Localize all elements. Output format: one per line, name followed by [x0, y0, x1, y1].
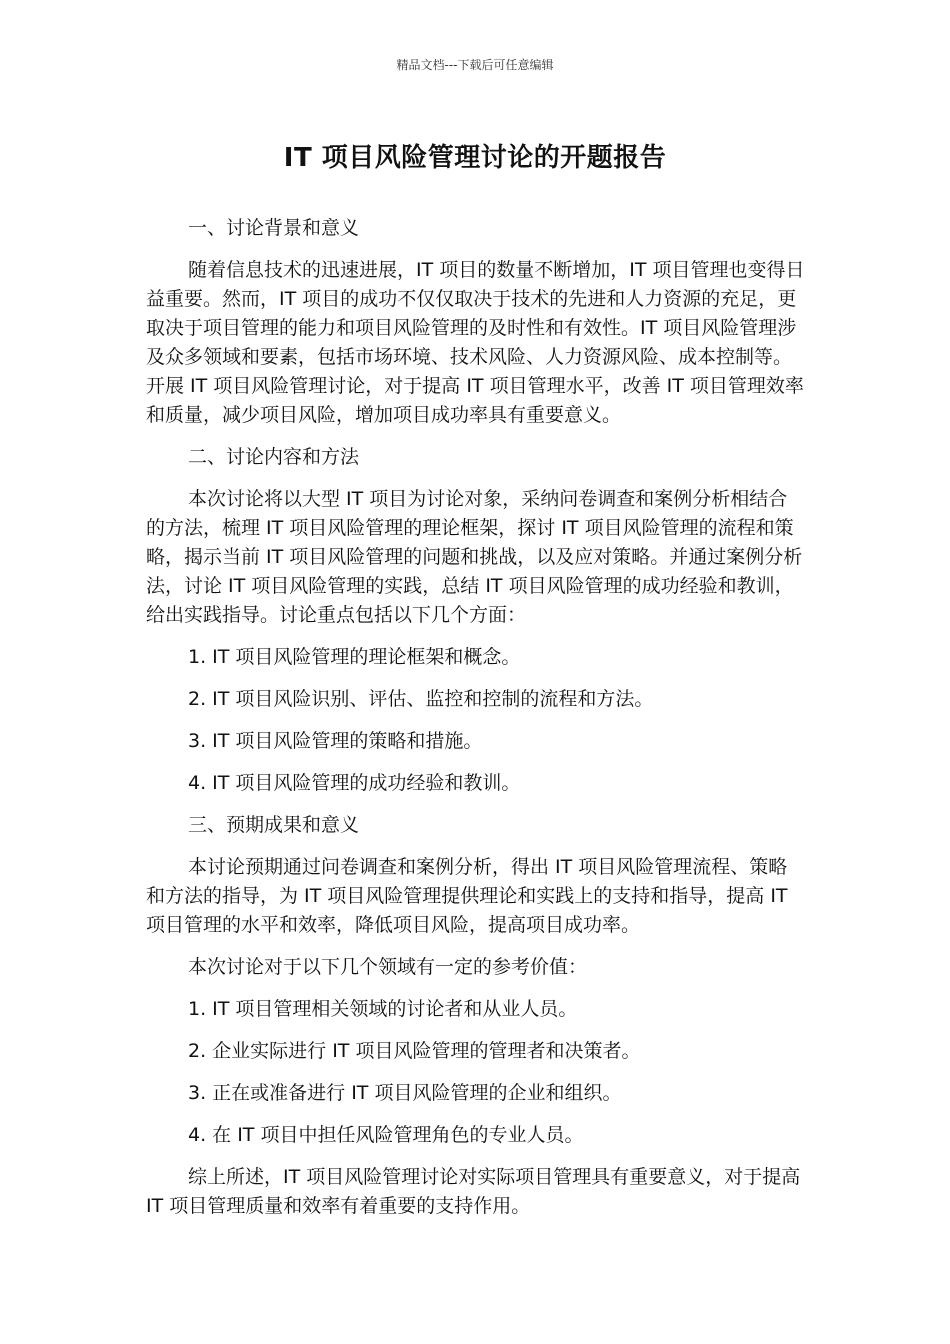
list-item: 3. 正在或准备进行 IT 项目风险管理的企业和组织。 [188, 1082, 622, 1104]
list-item: 2. IT 项目风险识别、评估、监控和控制的流程和方法。 [188, 688, 654, 710]
paragraph-expected-results: 本讨论预期通过问卷调查和案例分析，得出 IT 项目风险管理流程、策略和方法的指导，为 IT 项目风险管理提供理论和实践上的支持和指导，提高 IT 项目管理的水平和效率，降低项目风险，提高项目成功率。 [146, 856, 788, 936]
document-title: IT 项目风险管理讨论的开题报告 [283, 143, 667, 173]
document-body [146, 214, 806, 1234]
list-item: 1. IT 项目风险管理的理论框架和概念。 [188, 646, 521, 668]
paragraph-conclusion: 综上所述，IT 项目风险管理讨论对实际项目管理具有重要意义，对于提高 IT 项目管理质量和效率有着重要的支持作用。 [146, 1166, 801, 1217]
list-item: 2. 企业实际进行 IT 项目风险管理的管理者和决策者。 [188, 1040, 641, 1062]
section-heading-content-method: 二、讨论内容和方法 [188, 446, 360, 468]
paragraph-content-method: 本次讨论将以大型 IT 项目为讨论对象，采纳问卷调查和案例分析相结合的方法，梳理 IT 项目风险管理的理论框架，探讨 IT 项目风险管理的流程和策略，揭示当前 IT 项目风险管理的问题和挑战，以及应对策略。并通过案例分析法，讨论 IT 项目风险管理的实践，总结 IT 项目风险管理的成功经验和教训，给出实践指导。讨论重点包括以下几个方面： [146, 488, 803, 626]
list-item: 4. 在 IT 项目中担任风险管理角色的专业人员。 [188, 1124, 584, 1146]
list-item: 3. IT 项目风险管理的策略和措施。 [188, 730, 483, 752]
list-item: 1. IT 项目管理相关领域的讨论者和从业人员。 [188, 998, 578, 1020]
list-item: 4. IT 项目风险管理的成功经验和教训。 [188, 772, 521, 794]
section-heading-background: 一、讨论背景和意义 [188, 217, 360, 239]
paragraph-background: 随着信息技术的迅速进展，IT 项目的数量不断增加，IT 项目管理也变得日益重要。然而，IT 项目的成功不仅仅取决于技术的先进和人力资源的充足，更取决于项目管理的能力和项目风险管理的及时性和有效性。IT 项目风险管理涉及众多领域和要素，包括市场环境、技术风险、人力资源风险、成本控制等。开展 IT 项目风险管理讨论，对于提高 IT 项目管理水平，改善 IT 项目管理效率和质量，减少项目风险，增加项目成功率具有重要意义。 [146, 259, 805, 426]
section-heading-expected-results: 三、预期成果和意义 [188, 814, 360, 836]
page-header: 精品文档---下载后可任意编辑 [396, 58, 554, 72]
paragraph-reference-value: 本次讨论对于以下几个领域有一定的参考价值： [188, 956, 588, 978]
